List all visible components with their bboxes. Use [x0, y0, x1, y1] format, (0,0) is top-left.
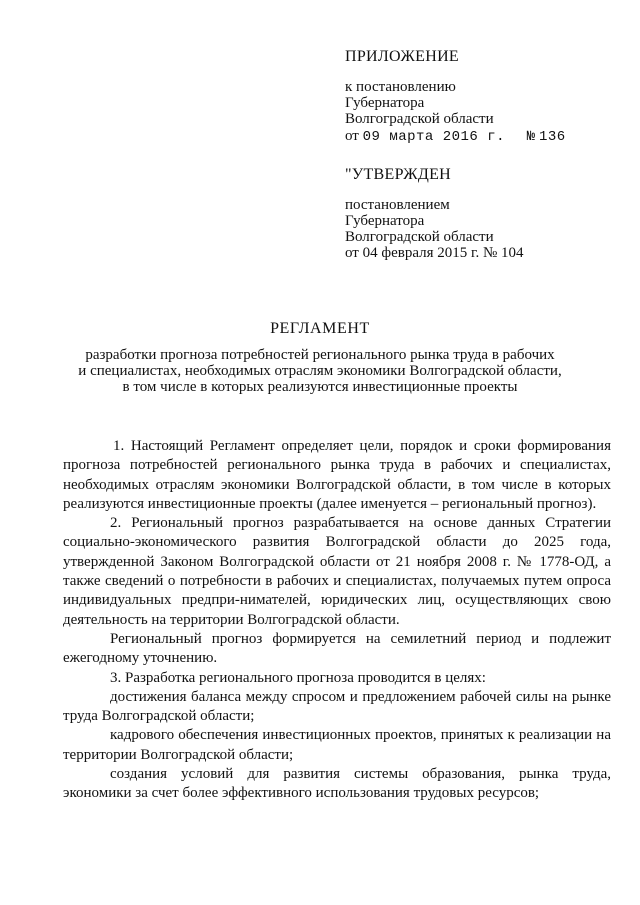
approved-decree-line: постановлением — [345, 197, 450, 213]
body-paragraph: 1. Настоящий Регламент определяет цели, порядок и сроки формирования прогноза потребностей регионального рынка труда в рабочих и специалистах, необходимых отраслям экономики Волгоградской области, в том числе в которых реализуются инвестиционные проекты (далее именуется – региональный прогноз). — [63, 438, 611, 512]
body-paragraph: Региональный прогноз формируется на семилетний период и подлежит ежегодному уточнению. — [63, 630, 611, 667]
appendix-decree-line: Волгоградской области — [345, 111, 494, 127]
appendix-decree-line: к постановлению — [345, 79, 456, 95]
stamped-date: 09 марта 2016 г. — [362, 129, 506, 145]
regulation-subtitle-line: разработки прогноза потребностей регионального рынка труда в рабочих — [85, 347, 555, 363]
regulation-subtitle-line: в том числе в которых реализуются инвестиционные проекты — [122, 379, 518, 395]
body-paragraph: создания условий для развития системы образования, рынка труда, экономики за счет более эффективного использования трудовых ресурсов; — [63, 766, 611, 802]
appendix-decree-line: Губернатора — [345, 95, 425, 111]
stamped-number: 136 — [538, 129, 566, 145]
appendix-decree-reference — [345, 79, 625, 127]
appendix-title: ПРИЛОЖЕНИЕ — [345, 48, 460, 65]
regulation-body — [63, 437, 611, 804]
number-sign: № — [526, 129, 536, 145]
regulation-subtitle — [40, 347, 600, 395]
approved-decree-reference — [345, 197, 625, 245]
body-paragraph: кадрового обеспечения инвестиционных проектов, принятых к реализации на территории Волгоградской области; — [63, 727, 611, 763]
body-paragraph: 2. Региональный прогноз разрабатывается на основе данных Стратегии социально-экономического развития Волгоградской области до 2025 года, утвержденной Законом Волгоградской области от 21 ноября 2008 г. № 1778-ОД, а также сведений о потребности в рабочих и специалистах, получаемых путем опроса индивидуальных предпри-нимателей, юридических лиц, осуществляющих свою деятельность на территории Волгоградской области. — [63, 515, 611, 628]
regulation-subtitle-line: и специалистах, необходимых отраслям экономики Волгоградской области, — [78, 363, 562, 379]
body-paragraph: достижения баланса между спросом и предложением рабочей силы на рынке труда Волгоградской области; — [63, 688, 611, 725]
body-paragraph: 3. Разработка регионального прогноза проводится в целях: — [110, 669, 486, 686]
approved-date-line: от 04 февраля 2015 г. № 104 — [345, 245, 524, 261]
date-prefix: от — [345, 128, 359, 144]
approved-decree-line: Волгоградской области — [345, 229, 494, 245]
approved-decree-line: Губернатора — [345, 213, 425, 229]
regulation-title: РЕГЛАМЕНТ — [270, 320, 370, 337]
appendix-date-number-line — [345, 128, 625, 146]
approved-title: "УТВЕРЖДЕН — [345, 166, 451, 183]
